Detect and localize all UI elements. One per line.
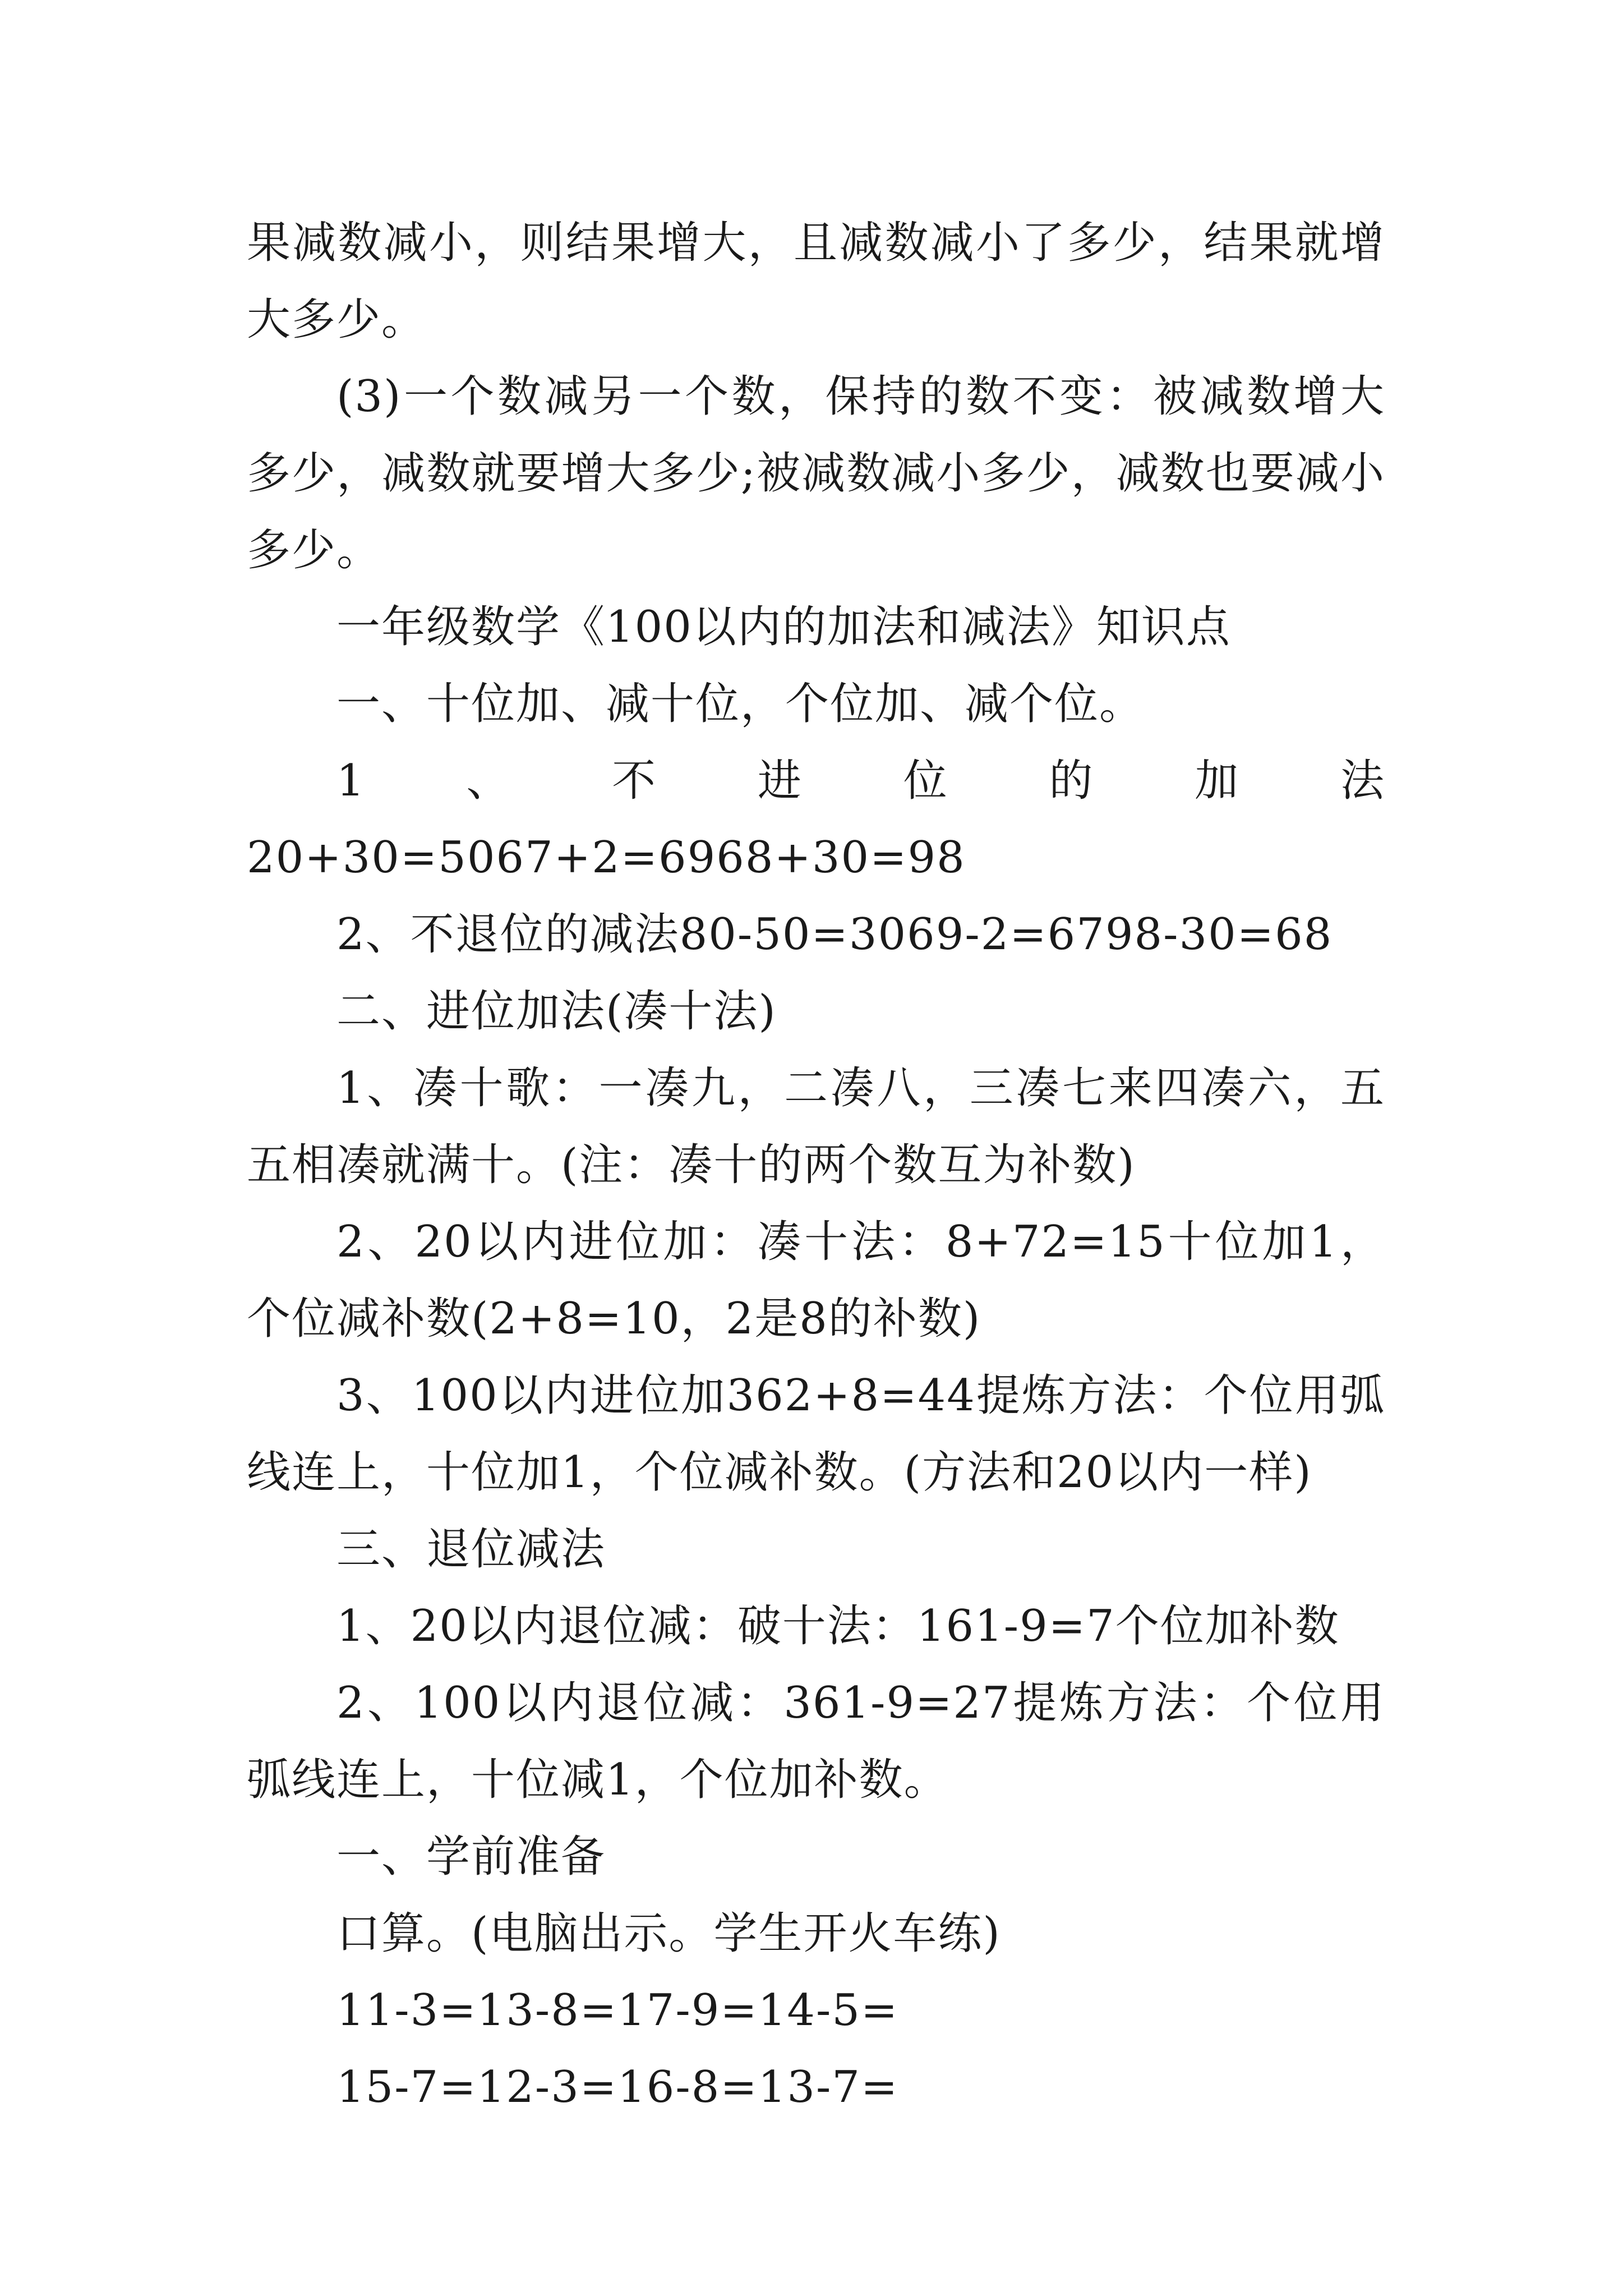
oral-calculation-intro: 口算。(电脑出示。学生开火车练) (336, 1908, 1001, 1959)
item-no-borrow-subtraction: 2、不退位的减法80-50=3069-2=6798-30=68 (336, 909, 1333, 960)
item-no-carry-addition: 1、不进位的加法20+30=5067+2=6968+30=98 (247, 756, 1385, 883)
item-carry-addition-within-100: 3、100以内进位加362+8=44提炼方法：个位用弧线连上，十位加1，个位减补数。(方法和20以内一样) (247, 1370, 1385, 1498)
heading-part-1: 一、十位加、减十位，个位加、减个位。 (336, 679, 1145, 729)
item-borrow-subtraction-within-100: 2、100以内退位减：361-9=27提炼方法：个位用弧线连上，十位减1，个位加补数。 (247, 1678, 1385, 1805)
section-title: 一年级数学《100以内的加法和减法》知识点 (336, 602, 1231, 652)
exercise-row-1: 11-3=13-8=17-9=14-5= (336, 1985, 899, 2036)
paragraph-continuation: 果减数减小，则结果增大，且减数减小了多少，结果就增大多少。 (247, 218, 1385, 345)
item-borrow-subtraction-within-20: 1、20以内退位减：破十法：161-9=7个位加补数 (336, 1601, 1340, 1651)
heading-preparation: 一、学前准备 (336, 1832, 606, 1882)
document-body (247, 205, 1385, 2126)
heading-part-2: 二、进位加法(凑十法) (336, 986, 777, 1037)
exercise-row-2: 15-7=12-3=16-8=13-7= (336, 2062, 899, 2113)
heading-part-3: 三、退位减法 (336, 1524, 606, 1575)
item-make-ten-song: 1、凑十歌：一凑九，二凑八，三凑七来四凑六，五五相凑就满十。(注：凑十的两个数互为补数) (247, 1063, 1385, 1190)
paragraph-subtraction-rule-3: (3)一个数减另一个数，保持的数不变：被减数增大多少，减数就要增大多少;被减数减小多少，减数也要减小多少。 (247, 371, 1385, 576)
item-carry-addition-within-20: 2、20以内进位加：凑十法：8+72=15十位加1，个位减补数(2+8=10，2是8的补数) (247, 1217, 1385, 1344)
